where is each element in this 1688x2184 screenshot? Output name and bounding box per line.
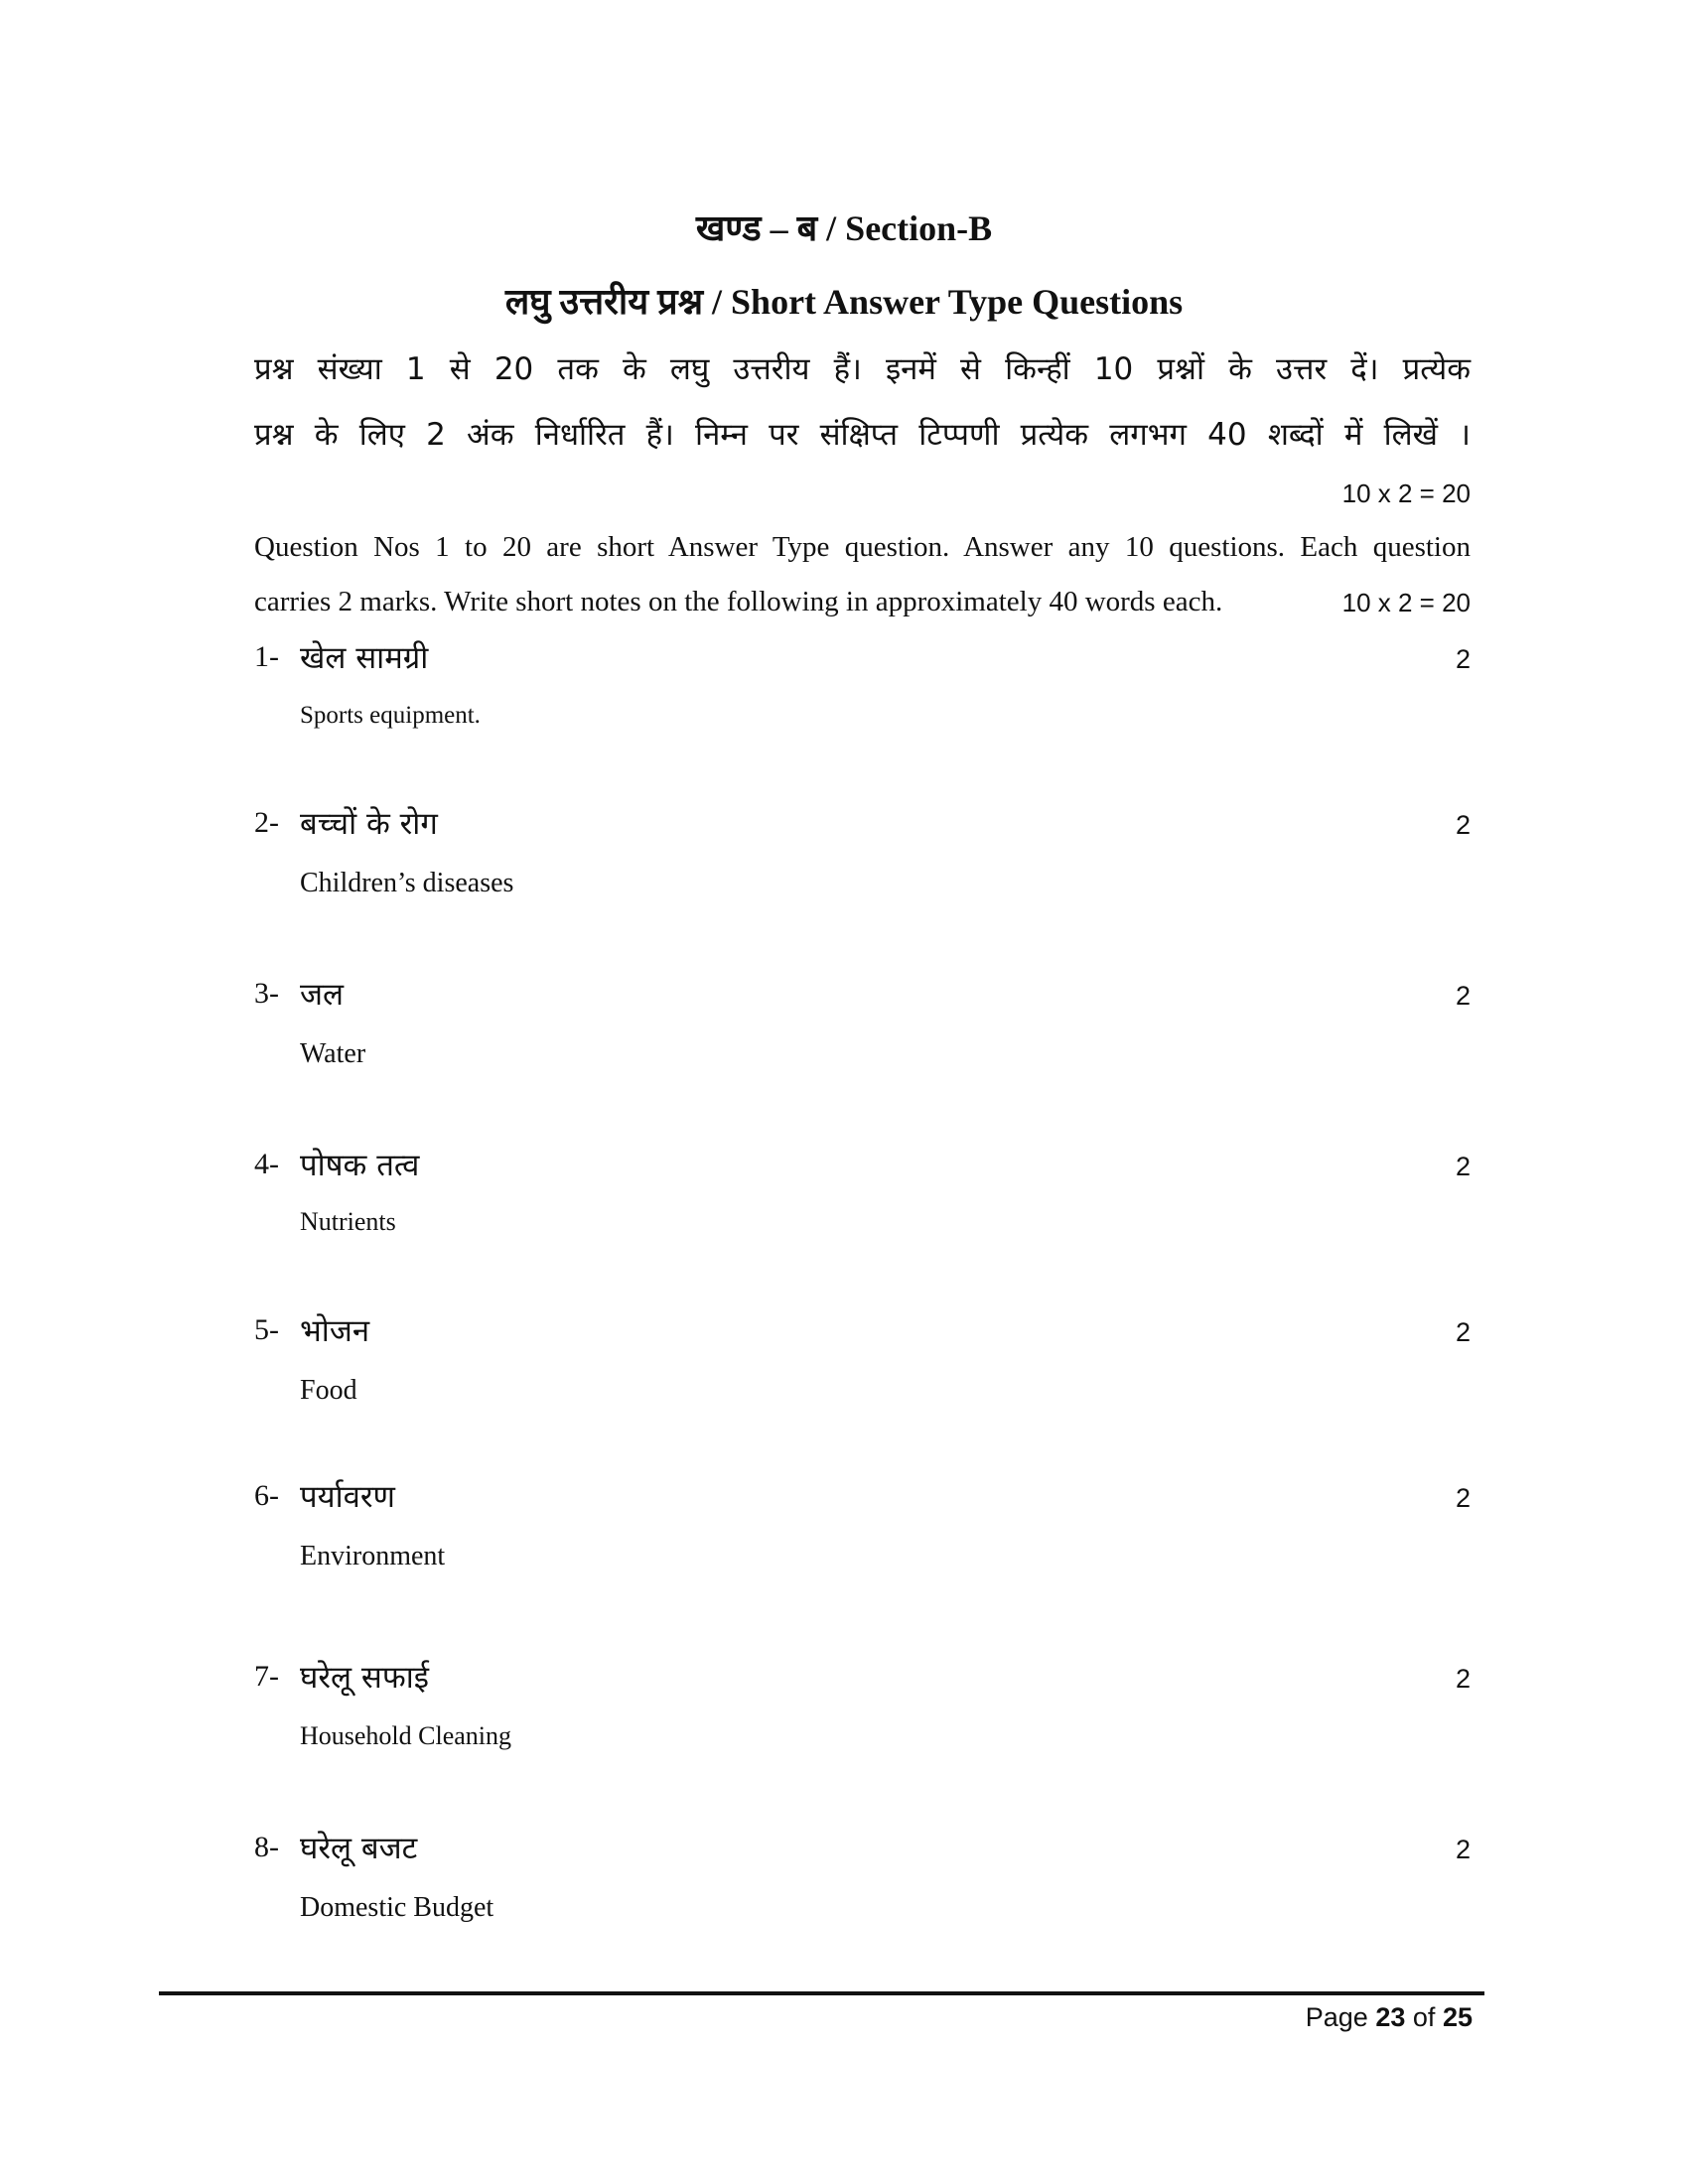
question-item: [0, 1479, 1688, 1608]
question-hindi: जल: [300, 977, 345, 1013]
instructions-english-line2: carries 2 marks. Write short notes on the following in approximately 40 words each.: [254, 586, 1223, 617]
question-marks: 2: [1455, 810, 1471, 840]
page-label: Page: [1305, 2002, 1368, 2032]
question-marks: 2: [1455, 1835, 1471, 1864]
question-marks: 2: [1455, 644, 1471, 674]
question-english: Nutrients: [300, 1207, 396, 1236]
question-item: [0, 977, 1688, 1106]
instructions-hindi-line2: प्रश्न के लिए 2 अंक निर्धारित हैं। निम्न पर संक्षिप्त टिप्पणी प्रत्येक लगभग 40 शब्दों में लिखें ।: [254, 417, 1471, 453]
question-hindi: पर्यावरण: [300, 1479, 395, 1515]
question-english: Household Cleaning: [300, 1721, 512, 1750]
question-number: 3-: [254, 977, 279, 1010]
instructions-hindi-line1: प्रश्न संख्या 1 से 20 तक के लघु उत्तरीय हैं। इनमें से किन्हीं 10 प्रश्नों के उत्तर दें। प्रत्येक: [254, 351, 1471, 387]
question-marks: 2: [1455, 981, 1471, 1011]
current-page: 23: [1375, 2002, 1406, 2032]
question-item: [0, 1831, 1688, 1960]
instructions-english-marks: 10 x 2 = 20: [1341, 588, 1471, 617]
question-item: [0, 1660, 1688, 1789]
question-english: Domestic Budget: [300, 1892, 494, 1923]
question-english: Sports equipment.: [300, 702, 481, 729]
question-item: [0, 640, 1688, 769]
question-english: Water: [300, 1038, 366, 1069]
question-english: Children’s diseases: [300, 868, 514, 898]
question-number: 4-: [254, 1148, 279, 1180]
question-english: Food: [300, 1375, 357, 1406]
section-title: खण्ड – ब / Section-B: [695, 208, 993, 248]
question-hindi: भोजन: [300, 1313, 370, 1349]
of-label: of: [1412, 2002, 1436, 2032]
question-english: Environment: [300, 1541, 446, 1571]
question-hindi: खेल सामग्री: [300, 640, 429, 676]
instructions-hindi-marks: 10 x 2 = 20: [1341, 478, 1471, 508]
question-hindi: घरेलू सफाई: [300, 1660, 429, 1696]
total-pages: 25: [1442, 2002, 1473, 2032]
question-item: [0, 1148, 1688, 1277]
question-marks: 2: [1455, 1317, 1471, 1347]
question-item: [0, 806, 1688, 935]
question-number: 5-: [254, 1313, 279, 1346]
question-number: 6-: [254, 1479, 279, 1512]
section-subtitle: लघु उत्तरीय प्रश्न / Short Answer Type Questions: [504, 282, 1184, 322]
instructions-english-line1: Question Nos 1 to 20 are short Answer Type question. Answer any 10 questions. Each question: [254, 531, 1471, 563]
question-number: 2-: [254, 806, 279, 839]
question-number: 7-: [254, 1660, 279, 1693]
question-marks: 2: [1455, 1483, 1471, 1513]
footer-divider: [159, 1991, 1484, 1995]
question-number: 1-: [254, 640, 279, 673]
question-marks: 2: [1455, 1152, 1471, 1181]
question-hindi: घरेलू बजट: [300, 1831, 418, 1866]
page-number: [1306, 2002, 1473, 2033]
question-hindi: बच्चों के रोग: [300, 806, 438, 842]
question-hindi: पोषक तत्व: [300, 1148, 420, 1183]
question-marks: 2: [1455, 1664, 1471, 1694]
question-number: 8-: [254, 1831, 279, 1863]
question-item: [0, 1313, 1688, 1442]
